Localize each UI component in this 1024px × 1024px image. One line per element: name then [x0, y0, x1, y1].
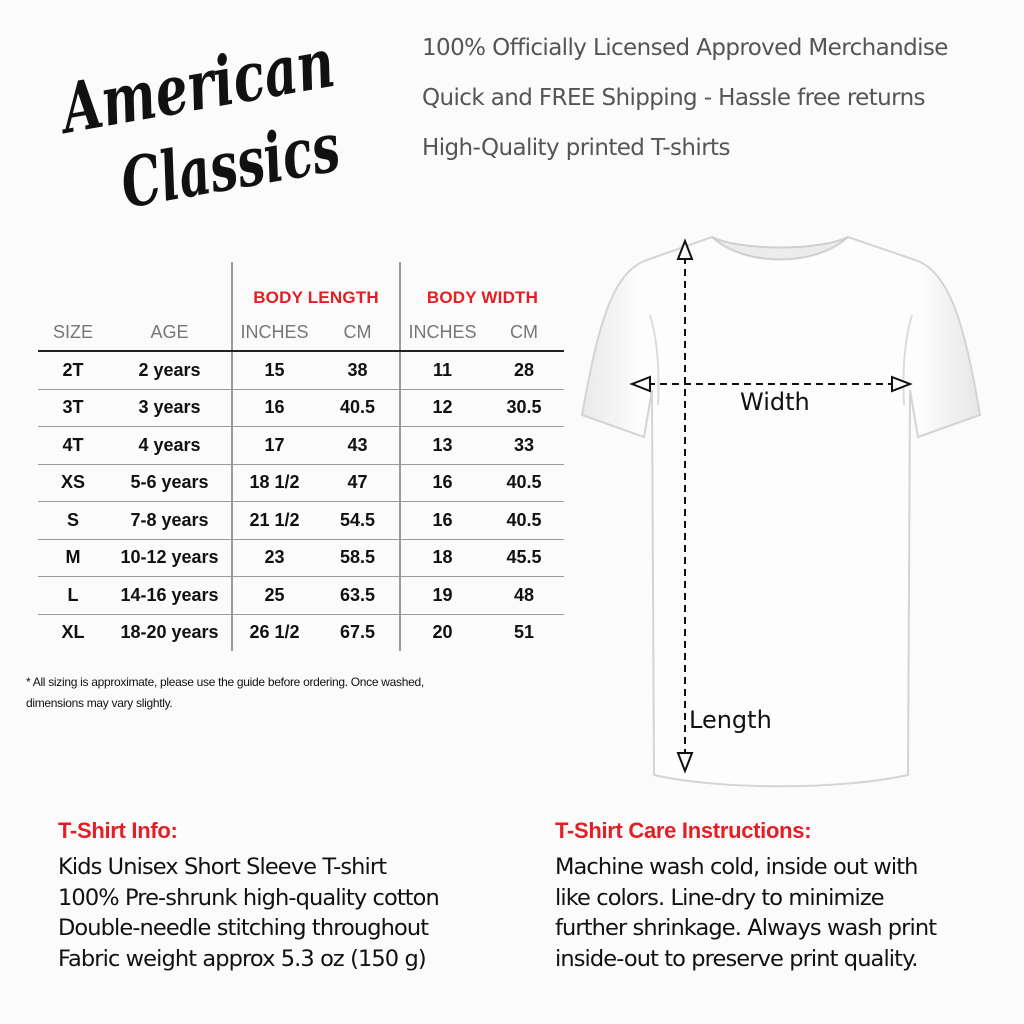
cell-width-cm: 40.5	[484, 464, 564, 502]
size-row	[38, 389, 564, 427]
cell-length-inches: 16	[232, 389, 316, 427]
cell-age: 18-20 years	[120, 622, 219, 643]
size-row	[38, 464, 564, 502]
logo-line-1: American	[55, 14, 350, 150]
feature-quality: High-Quality printed T-shirts	[422, 135, 730, 161]
length-label: Length	[689, 706, 772, 734]
care-line: Machine wash cold, inside out with	[555, 854, 918, 880]
cell-age: 5-6 years	[108, 464, 232, 502]
cell-size: 4T	[38, 427, 108, 465]
feature-list	[422, 28, 948, 178]
cell-length-cm: 63.5	[316, 577, 400, 615]
size-row	[38, 351, 564, 389]
info-line: Fabric weight approx 5.3 oz (150 g)	[58, 945, 426, 972]
col-age: AGE	[108, 314, 232, 351]
cell-size: XS	[38, 464, 108, 502]
cell-width-inches: 13	[400, 427, 484, 465]
col-size: SIZE	[38, 314, 108, 351]
cell-width-cm: 48	[484, 577, 564, 615]
col-width-cm: CM	[484, 314, 564, 351]
cell-length-cm: 67.5	[339, 622, 376, 643]
size-row	[38, 577, 564, 615]
tshirt-diagram	[540, 215, 1024, 805]
care-title: T-Shirt Care Instructions:	[555, 818, 812, 843]
logo-line-2: Classics	[115, 92, 350, 214]
cell-age: 3 years	[108, 389, 232, 427]
size-row	[38, 502, 564, 540]
cell-size: XL	[61, 622, 85, 643]
cell-length-inches: 25	[232, 577, 316, 615]
cell-width-cm: 45.5	[484, 539, 564, 577]
care-line: further shrinkage. Always wash print	[555, 915, 937, 941]
info-line: 100% Pre-shrunk high-quality cotton	[58, 884, 439, 911]
cell-width-inches: 12	[400, 389, 484, 427]
cell-width-cm: 28	[484, 351, 564, 389]
cell-width-inches: 16	[400, 502, 484, 540]
cell-size: L	[38, 577, 108, 615]
feature-shipping: Quick and FREE Shipping - Hassle free returns	[422, 85, 925, 111]
size-row	[38, 614, 564, 651]
cell-size: 3T	[38, 389, 108, 427]
cell-age: 2 years	[108, 351, 232, 389]
cell-age: 7-8 years	[108, 502, 232, 540]
cell-length-cm: 40.5	[316, 389, 400, 427]
info-line: Double-needle stitching throughout	[58, 915, 429, 941]
cell-size: M	[38, 539, 108, 577]
body-length-header: BODY LENGTH	[232, 262, 400, 314]
cell-width-cm: 33	[484, 427, 564, 465]
cell-size: S	[38, 502, 108, 540]
care-instructions-section	[555, 818, 936, 974]
cell-width-inches: 18	[400, 539, 484, 577]
col-length-inches: INCHES	[232, 314, 316, 351]
cell-length-inches: 21 1/2	[232, 502, 316, 540]
cell-width-cm: 40.5	[484, 502, 564, 540]
cell-length-cm: 58.5	[316, 539, 400, 577]
cell-length-cm: 43	[316, 427, 400, 465]
cell-size: 2T	[38, 351, 108, 389]
size-row	[38, 539, 564, 577]
width-label: Width	[740, 388, 810, 416]
col-width-inches: INCHES	[400, 314, 484, 351]
info-line: Kids Unisex Short Sleeve T-shirt	[58, 854, 387, 880]
cell-length-inches: 18 1/2	[232, 464, 316, 502]
cell-length-inches: 26 1/2	[232, 614, 316, 651]
group-header-row	[38, 262, 564, 314]
cell-length-cm: 47	[316, 464, 400, 502]
cell-length-inches: 15	[232, 351, 316, 389]
feature-licensed: 100% Officially Licensed Approved Merchandise	[422, 35, 948, 61]
care-line: like colors. Line-dry to minimize	[555, 884, 884, 911]
size-chart-table	[38, 262, 564, 651]
cell-age: 14-16 years	[108, 577, 232, 615]
care-line: inside-out to preserve print quality.	[555, 945, 918, 972]
cell-length-cm: 54.5	[316, 502, 400, 540]
cell-width-inches: 11	[400, 351, 484, 389]
size-row	[38, 427, 564, 465]
cell-length-inches: 23	[232, 539, 316, 577]
cell-width-inches: 19	[400, 577, 484, 615]
cell-length-cm: 38	[316, 351, 400, 389]
sizing-footnote: * All sizing is approximate, please use the guide before ordering. Once washed, dimensions may vary slightly.	[26, 675, 424, 710]
logo-script	[50, 14, 350, 214]
col-length-cm: CM	[316, 314, 400, 351]
body-width-header: BODY WIDTH	[400, 262, 564, 314]
american-classics-logo	[50, 14, 350, 214]
tshirt-info-section	[58, 818, 439, 974]
tshirt-info-title: T-Shirt Info:	[58, 818, 178, 843]
column-header-row	[38, 314, 564, 351]
cell-width-inches: 20	[400, 614, 484, 651]
cell-length-inches: 17	[232, 427, 316, 465]
cell-width-cm: 30.5	[484, 389, 564, 427]
cell-width-inches: 16	[400, 464, 484, 502]
tshirt-body	[582, 237, 980, 786]
cell-age: 10-12 years	[108, 539, 232, 577]
cell-width-cm: 51	[513, 622, 535, 643]
cell-age: 4 years	[108, 427, 232, 465]
